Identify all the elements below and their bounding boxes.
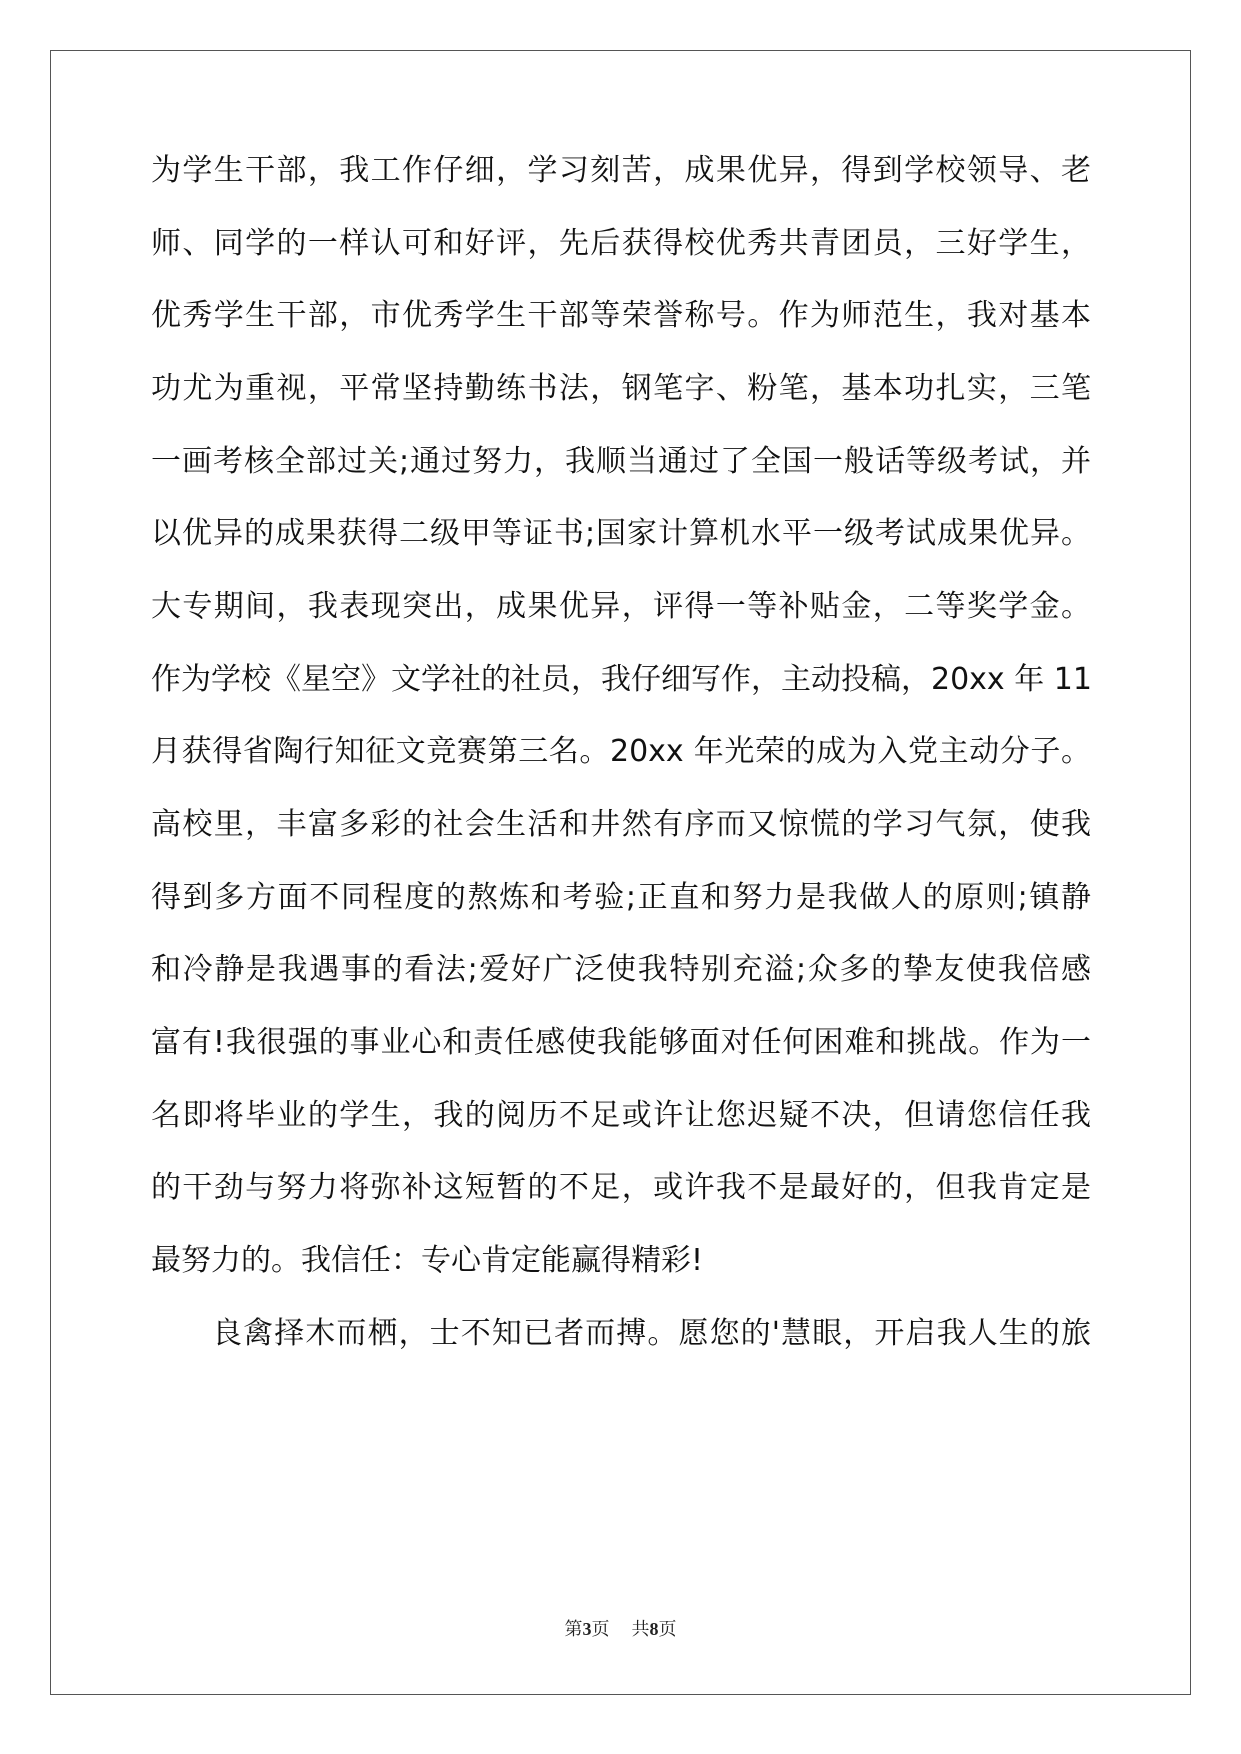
body-line: 作为学校《星空》文学社的社员，我仔细写作，主动投稿，20xx 年 11 [151,662,1092,697]
body-line: 的干劲与努力将弥补这短暂的不足，或许我不是最好的，但我肯定是 [151,1170,1091,1205]
page-footer [0,1617,1241,1642]
body-line: 得到多方面不同程度的熬炼和考验;正直和努力是我做人的原则;镇静 [151,880,1091,915]
total-suffix: 页 [658,1619,677,1640]
body-line: 师、同学的一样认可和好评，先后获得校优秀共青团员，三好学生， [151,226,1091,261]
body-line: 一画考核全部过关;通过努力，我顺当通过了全国一般话等级考试，并 [151,444,1091,479]
body-line: 富有!我很强的事业心和责任感使我能够面对任何困难和挑战。作为一 [151,1025,1091,1060]
body-line: 最努力的。我信任：专心肯定能赢得精彩! [151,1243,704,1278]
page-number: 3 [582,1619,592,1639]
page-prefix: 第 [564,1619,583,1640]
page-suffix: 页 [591,1619,610,1640]
body-line: 以优异的成果获得二级甲等证书;国家计算机水平一级考试成果优异。 [151,516,1091,551]
body-line: 大专期间，我表现突出，成果优异，评得一等补贴金，二等奖学金。 [151,589,1091,624]
body-line: 高校里，丰富多彩的社会生活和井然有序而又惊慌的学习气氛，使我 [151,807,1091,842]
body-line: 为学生干部，我工作仔细，学习刻苦，成果优异，得到学校领导、老 [151,153,1091,188]
body-line: 优秀学生干部，市优秀学生干部等荣誉称号。作为师范生，我对基本 [151,298,1091,333]
total-pages: 8 [649,1619,659,1639]
body-line: 名即将毕业的学生，我的阅历不足或许让您迟疑不决，但请您信任我 [151,1098,1091,1133]
body-line: 良禽择木而栖，士不知已者而搏。愿您的'慧眼，开启我人生的旅 [212,1316,1091,1351]
body-line: 月获得省陶行知征文竞赛第三名。20xx 年光荣的成为入党主动分子。 [151,734,1091,769]
body-line: 功尤为重视，平常坚持勤练书法，钢笔字、粉笔，基本功扎实，三笔 [151,371,1091,406]
total-prefix: 共 [631,1619,650,1640]
body-line: 和冷静是我遇事的看法;爱好广泛使我特别充溢;众多的挚友使我倍感 [151,952,1091,987]
